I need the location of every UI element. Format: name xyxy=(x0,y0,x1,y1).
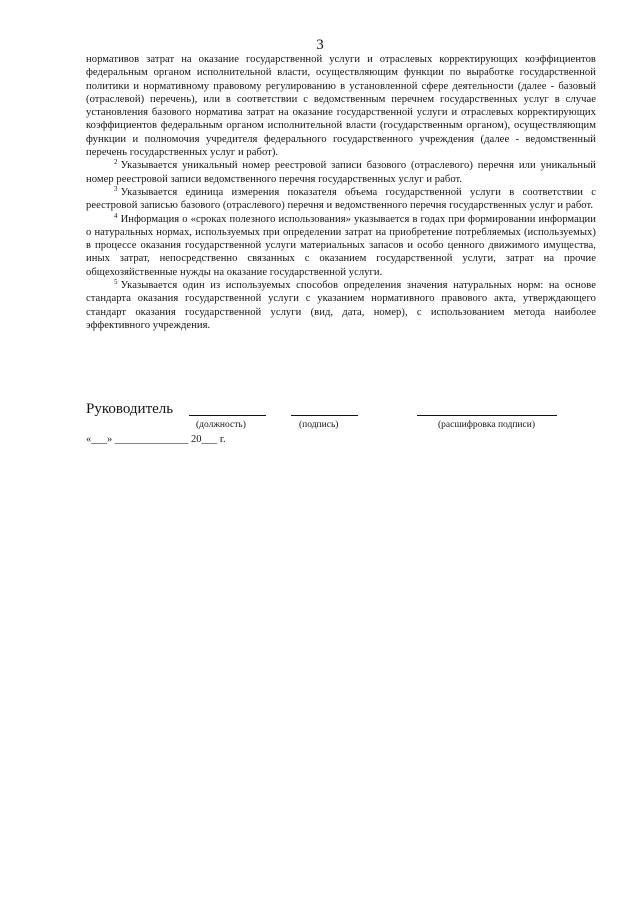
position-line xyxy=(189,415,266,416)
signatory-title: Руководитель xyxy=(86,401,174,417)
footnote-4-text: Информация о «сроках полезного использования» указывается в годах при формировании информации о натуральных нормах, используемых при определении затрат на приобретение потребляемых (используемых) в процессе оказания государственной услуги материальных запасов и особо ценного движимого имущества, иных затрат, непосредственно связанных с оказанием государственной услуги, затрат на прочие общехозяйственные нужды на оказание государственной услуги. xyxy=(86,213,596,278)
footnote-3-mark: 3 xyxy=(114,184,118,193)
footnote-4 xyxy=(86,213,596,279)
signature-line xyxy=(291,415,358,416)
signature-decode-caption: (расшифровка подписи) xyxy=(438,420,535,430)
position-caption: (должность) xyxy=(196,420,246,430)
footnote-5-text: Указывается один из используемых способов определения значения натуральных норм: на основе стандарта оказания государственной услуги с указанием нормативного правового акта, утверждающего стандарт оказания государственной услуги (вид, дата, номер), с использованием метода наиболее эффективного учреждения. xyxy=(86,280,596,331)
footnote-2-text: Указывается уникальный номер реестровой записи базового (отраслевого) перечня или уникальный номер реестровой записи ведомственного перечня государственных услуг и работ. xyxy=(86,160,596,185)
signature-caption: (подпись) xyxy=(299,420,339,430)
footnote-4-mark: 4 xyxy=(114,211,118,220)
signature-block xyxy=(86,400,596,450)
date-line: «___» ______________ 20___ г. xyxy=(86,434,226,445)
paragraph-continuation: нормативов затрат на оказание государственной услуги и отраслевых корректирующих коэффициентов федеральным органом исполнительной власти, осуществляющим функции по выработке государственной политики и нормативному правовому регулированию в установленной сфере деятельности (далее - базовый (отраслевой) перечень), или в соответствии с ведомственным перечнем государственных услуг в случае установления базового норматива затрат на оказание государственной услуги и отраслевых корректирующих коэффициентов федеральным органом исполнительной власти (государственным органом), осуществляющим функции и полномочия учредителя федерального государственного учреждения (далее - ведомственный перечень государственных услуг и работ). xyxy=(86,54,596,159)
footnote-5-mark: 5 xyxy=(114,278,118,287)
footnote-3 xyxy=(86,186,596,213)
document-body xyxy=(86,53,596,332)
footnote-5 xyxy=(86,279,596,332)
footnote-2 xyxy=(86,159,596,186)
signature-decode-line xyxy=(417,415,557,416)
footnote-3-text: Указывается единица измерения показателя объема государственной услуги в соответствии с реестровой записью базового (отраслевого) перечня и ведомственного перечня государственных услуг и работ. xyxy=(86,186,596,212)
page-number: 3 xyxy=(316,37,324,53)
footnote-2-mark: 2 xyxy=(114,158,118,167)
